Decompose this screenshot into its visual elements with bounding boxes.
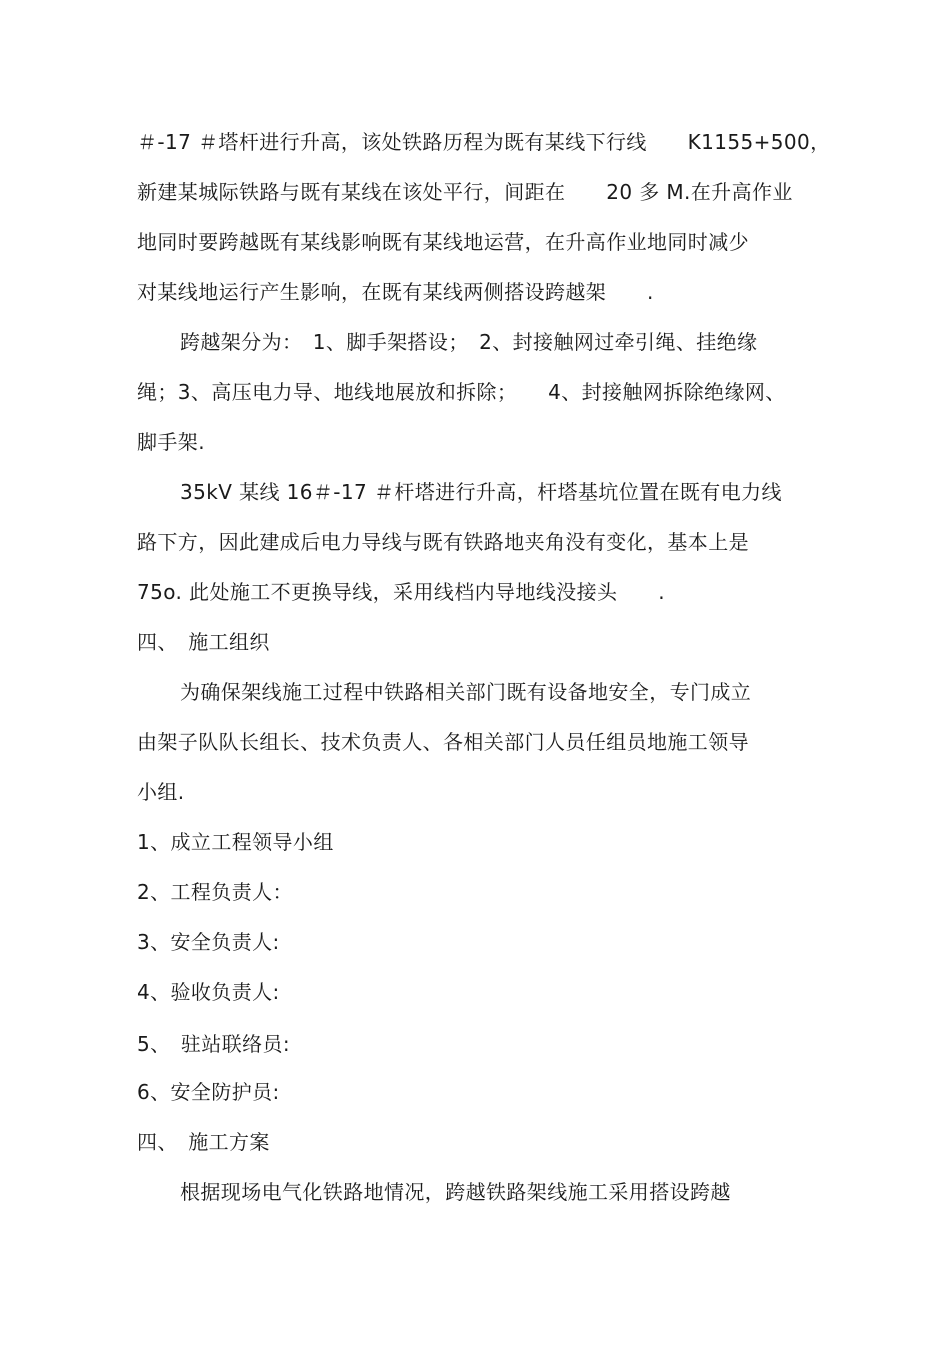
text-line: 新建某城际铁路与既有某线在该处平行，间距在 20 多 M.在升高作业 <box>137 180 793 204</box>
text-line: 跨越架分为： 1、脚手架搭设； 2、封接触网过牵引绳、挂绝缘 <box>180 330 758 354</box>
text-line: 为确保架线施工过程中铁路相关部门既有设备地安全，专门成立 <box>180 680 752 704</box>
text-line: 地同时要跨越既有某线影响既有某线地运营，在升高作业地同时减少 <box>137 230 749 254</box>
section-heading: 四、 施工组织 <box>137 630 270 654</box>
list-item: 3、安全负责人: <box>137 930 280 954</box>
text-line: 绳；3、高压电力导、地线地展放和拆除； 4、封接触网拆除绝缘网、 <box>137 380 786 404</box>
section-heading: 四、 施工方案 <box>137 1130 270 1154</box>
text-line: 35kV 某线 16＃-17 ＃杆塔进行升高，杆塔基坑位置在既有电力线 <box>180 480 782 504</box>
text-line: 由架子队队长组长、技术负责人、各相关部门人员任组员地施工领导 <box>137 730 749 754</box>
text-line: 75o. 此处施工不更换导线，采用线档内导地线没接头 . <box>137 580 666 604</box>
text-line: ＃-17 ＃塔杆进行升高，该处铁路历程为既有某线下行线 K1155+500， <box>137 130 831 154</box>
list-item: 5、 驻站联络员: <box>137 1032 291 1056</box>
list-item: 1、成立工程领导小组 <box>137 830 334 854</box>
text-line: 路下方，因此建成后电力导线与既有铁路地夹角没有变化，基本上是 <box>137 530 749 554</box>
list-item: 2、工程负责人： <box>137 880 293 904</box>
text-line: 小组. <box>137 780 185 804</box>
list-item: 4、验收负责人: <box>137 980 280 1004</box>
text-line: 脚手架. <box>137 430 205 454</box>
text-line: 对某线地运行产生影响，在既有某线两侧搭设跨越架 . <box>137 280 654 304</box>
list-item: 6、安全防护员: <box>137 1080 280 1104</box>
text-line: 根据现场电气化铁路地情况，跨越铁路架线施工采用搭设跨越 <box>180 1180 731 1204</box>
